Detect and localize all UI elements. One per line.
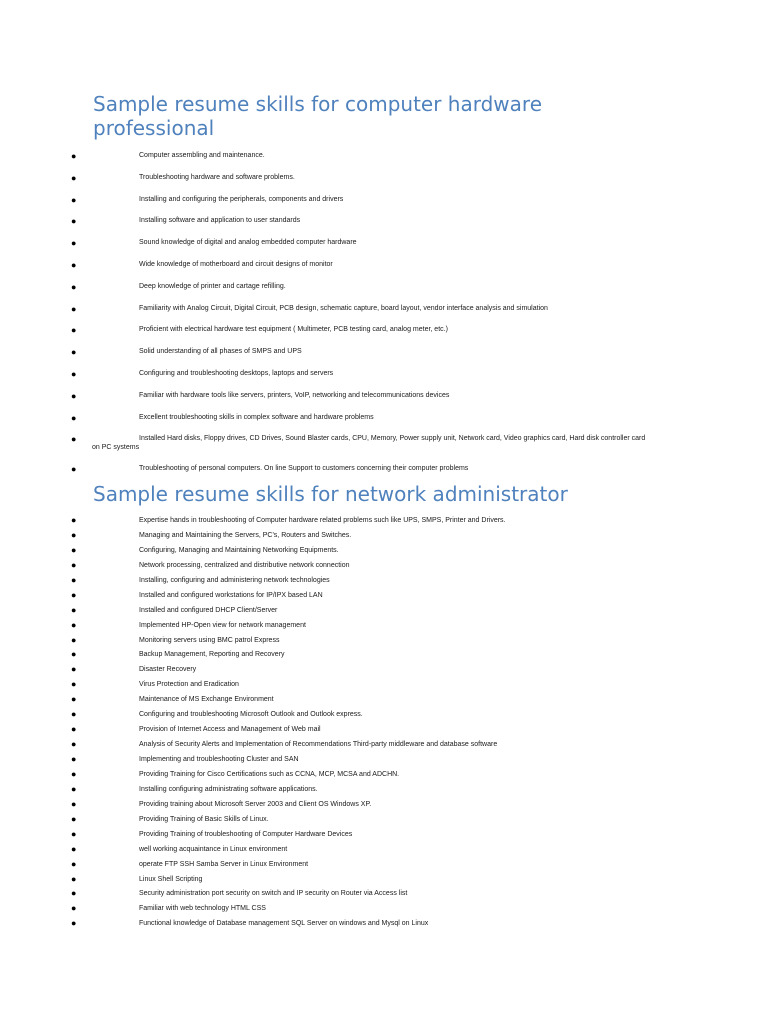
bullet-icon: ● [71,574,77,585]
bullet-icon: ● [71,709,77,720]
bullet-icon: ● [71,281,77,292]
list-item-text: operate FTP SSH Samba Server in Linux Environment [139,860,309,868]
list-item [0,814,768,829]
list-item [0,412,768,434]
list-item [0,874,768,889]
list-item [0,324,768,346]
list-item [0,346,768,368]
list-item-text: Troubleshooting hardware and software problems. [139,173,295,181]
bullet-icon: ● [71,464,77,475]
list-item-text: Installing software and application to user standards [139,217,301,225]
list-item [0,545,768,560]
section-heading-network: Sample resume skills for network administrator [93,482,568,506]
bullet-icon: ● [71,649,77,660]
list-item-text: Network processing, centralized and distributive network connection [139,561,350,569]
list-item-text: Expertise hands in troubleshooting of Computer hardware related problems such like UPS, SMPS, Printer and Drivers. [139,517,506,524]
list-item [0,784,768,799]
bullet-icon: ● [71,529,77,540]
list-item-text: Functional knowledge of Database management SQL Server on windows and Mysql on Linux [139,920,429,928]
list-item-text: Managing and Maintaining the Servers, PC's, Routers and Switches. [139,531,352,539]
bullet-icon: ● [71,858,77,869]
list-item-text: Wide knowledge of motherboard and circuit designs of monitor [139,260,333,268]
section-heading-hardware: Sample resume skills for computer hardware professional [93,92,542,140]
list-item-text: Provision of Internet Access and Management of Web mail [139,726,321,734]
bullet-icon: ● [71,634,77,645]
bullet-icon: ● [71,843,77,854]
bullet-icon: ● [71,544,77,555]
list-item [0,515,768,530]
list-item [0,259,768,281]
bullet-icon: ● [71,604,77,615]
bullet-icon: ● [71,216,77,227]
list-item-text: Providing training about Microsoft Server 2003 and Client OS Windows XP. [139,800,372,808]
list-item-text: Configuring and troubleshooting desktops, laptops and servers [139,369,334,377]
list-item-text: Maintenance of MS Exchange Environment [139,696,274,704]
list-item [0,754,768,769]
list-item-text: Familiar with hardware tools like servers, printers, VoIP, networking and telecommunications devices [139,391,450,399]
list-item [0,575,768,590]
list-item-text: Implementing and troubleshooting Cluster and SAN [139,756,299,763]
list-item [0,590,768,605]
bullet-icon: ● [71,194,77,205]
bullet-icon: ● [71,325,77,336]
list-item-text: Proficient with electrical hardware test equipment ( Multimeter, PCB testing card, analog meter, etc.) [139,326,448,334]
bullet-icon: ● [71,798,77,809]
bullet-icon: ● [71,724,77,735]
list-item [0,303,768,325]
list-item-text: Virus Protection and Eradication [139,681,239,689]
list-item-text: Analysis of Security Alerts and Implementation of Recommendations Third-party middleware and database software [139,741,498,749]
list-item-text: Excellent troubleshooting skills in complex software and hardware problems [139,413,374,421]
list-item [0,194,768,216]
list-item-text: Monitoring servers using BMC patrol Express [139,636,280,644]
list-item [0,859,768,874]
list-item [0,918,768,933]
list-item [0,649,768,664]
bullet-icon: ● [71,412,77,423]
bullet-icon: ● [71,390,77,401]
list-item [0,679,768,694]
list-item-text: Configuring and troubleshooting Microsoft Outlook and Outlook express. [139,711,363,719]
bullet-icon: ● [71,754,77,764]
list-item-text: Providing Training of troubleshooting of Computer Hardware Devices [139,830,353,838]
bullet-icon: ● [71,434,77,445]
bullet-icon: ● [71,559,77,570]
list-item-text: Installed and configured workstations for IP/IPX based LAN [139,591,323,599]
bullet-icon: ● [71,783,77,794]
bullet-icon: ● [71,238,77,249]
list-item [0,724,768,739]
list-item-text: Sound knowledge of digital and analog embedded computer hardware [139,239,357,247]
bullet-icon: ● [71,888,77,899]
bullet-icon: ● [71,515,77,525]
list-item [0,237,768,259]
bullet-icon: ● [71,151,77,161]
bullet-icon: ● [71,664,77,675]
bullet-icon: ● [71,259,77,270]
list-item-text: Backup Management, Reporting and Recovery [139,651,285,659]
bullet-icon: ● [71,903,77,914]
list-item [0,829,768,844]
list-item [0,635,768,650]
list-item-text: Familiar with web technology HTML CSS [139,905,266,913]
bullet-icon: ● [71,303,77,314]
list-item-text: Implemented HP-Open view for network management [139,621,306,629]
list-item [0,888,768,903]
list-item [0,799,768,814]
list-item-text: Providing Training for Cisco Certifications such as CCNA, MCP, MCSA and ADCHN. [139,770,400,778]
list-item-text: Computer assembling and maintenance. [139,152,265,159]
list-item [0,281,768,303]
network-skills-list [0,515,768,933]
bullet-icon: ● [71,828,77,839]
list-item [0,560,768,575]
bullet-icon: ● [71,679,77,690]
hardware-skills-list [0,150,768,485]
bullet-icon: ● [71,172,77,183]
list-item-text: Providing Training of Basic Skills of Linux. [139,815,269,823]
list-item [0,530,768,545]
list-item [0,368,768,390]
bullet-icon: ● [71,694,77,705]
list-item [0,844,768,859]
list-item-text: Familiarity with Analog Circuit, Digital Circuit, PCB design, schematic capture, board layout, vendor interface analysis and simulation [139,304,548,312]
list-item-text: Installed and configured DHCP Client/Server [139,606,278,614]
list-item [0,694,768,709]
list-item-text: Installing configuring administrating software applications. [139,785,318,793]
bullet-icon: ● [71,619,77,630]
bullet-icon: ● [71,347,77,358]
list-item-text: Solid understanding of all phases of SMPS and UPS [139,348,302,356]
list-item-text: Deep knowledge of printer and cartage refilling. [139,282,286,290]
list-item [0,709,768,724]
list-item [0,620,768,635]
bullet-icon: ● [71,813,77,824]
list-item [0,172,768,194]
list-item-text: Security administration port security on switch and IP security on Router via Access list [139,890,408,898]
list-item-text: Troubleshooting of personal computers. On line Support to customers concerning their computer problems [139,465,469,473]
list-item-text: Installed Hard disks, Floppy drives, CD Drives, Sound Blaster cards, CPU, Memory, Power supply unit, Network card, Video graphics card, Hard disk controller card on PC systems [92,435,646,452]
bullet-icon: ● [71,873,77,884]
bullet-icon: ● [71,368,77,379]
list-item [0,150,768,172]
bullet-icon: ● [71,739,77,750]
list-item [0,215,768,237]
list-item [0,605,768,620]
list-item [0,739,768,754]
bullet-icon: ● [71,589,77,600]
list-item-text: Linux Shell Scripting [139,875,203,883]
list-item-text: Installing and configuring the peripherals, components and drivers [139,195,344,203]
list-item-text: Installing, configuring and administering network technologies [139,576,330,584]
list-item-text: Disaster Recovery [139,666,197,674]
bullet-icon: ● [71,918,77,929]
list-item [0,664,768,679]
list-item [0,390,768,412]
list-item [0,903,768,918]
list-item [0,433,768,463]
list-item-text: Configuring, Managing and Maintaining Networking Equipments. [139,546,339,554]
bullet-icon: ● [71,768,77,779]
list-item-text: well working acquaintance in Linux environment [139,845,288,853]
list-item [0,769,768,784]
